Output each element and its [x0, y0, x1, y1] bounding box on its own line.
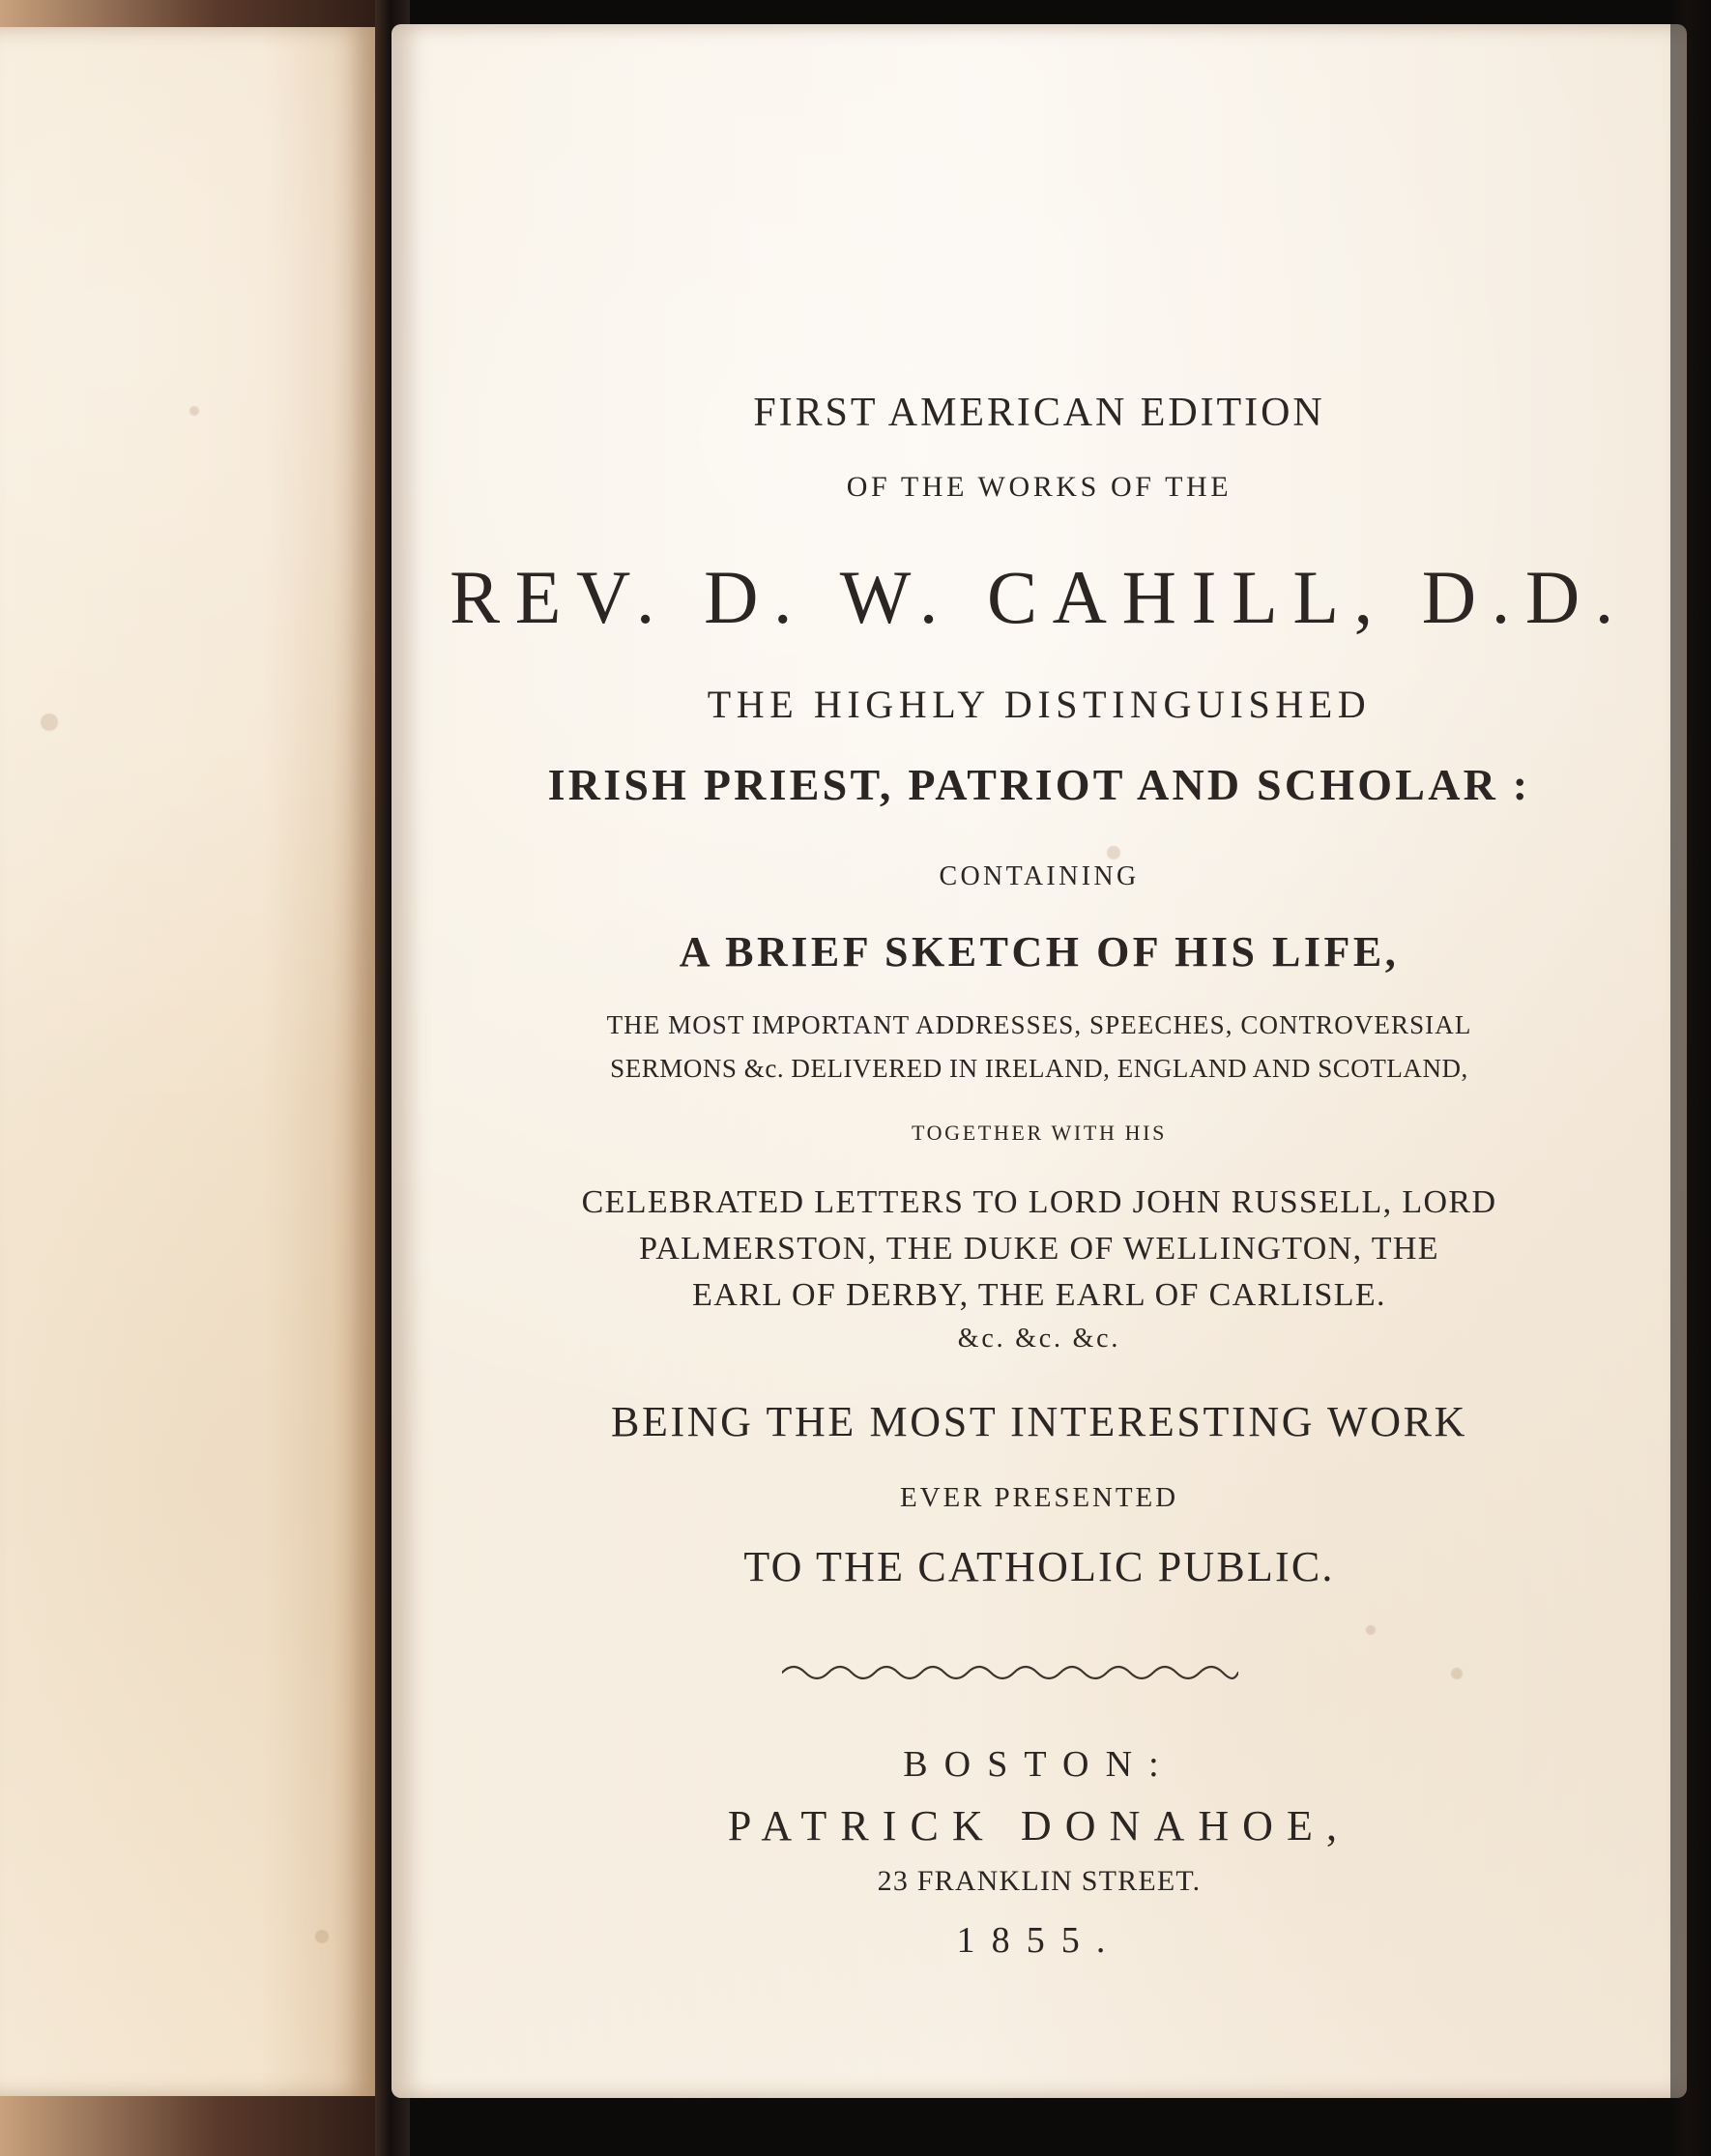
subtitle-line: THE HIGHLY DISTINGUISHED [707, 683, 1372, 726]
edition-line: FIRST AMERICAN EDITION [753, 391, 1325, 435]
subtitle-bold-line: IRISH PRIEST, PATRIOT AND SCHOLAR : [547, 760, 1531, 809]
page-edge-shadow [1670, 0, 1711, 2156]
author-name: REV. D. W. CAHILL, D.D. [450, 555, 1629, 639]
publisher-address: 23 FRANKLIN STREET. [877, 1865, 1202, 1897]
paper-stain [315, 1930, 329, 1943]
sketch-line: A BRIEF SKETCH OF HIS LIFE, [679, 928, 1400, 976]
together-line: TOGETHER WITH HIS [911, 1121, 1168, 1145]
catholic-public-line: TO THE CATHOLIC PUBLIC. [743, 1543, 1335, 1590]
title-block [392, 24, 1687, 2098]
etc-line: &c. &c. &c. [957, 1324, 1121, 1354]
wavy-rule-ornament [782, 1664, 1238, 1681]
title-page [392, 24, 1687, 2098]
letters-line-1: CELEBRATED LETTERS TO LORD JOHN RUSSELL, LORD [581, 1184, 1497, 1220]
contents-line-2: SERMONS &c. DELIVERED IN IRELAND, ENGLAND AND SCOTLAND, [610, 1054, 1468, 1083]
contents-line-1: THE MOST IMPORTANT ADDRESSES, SPEECHES, CONTROVERSIAL [606, 1010, 1472, 1039]
containing-line: CONTAINING [939, 861, 1140, 891]
interesting-work-line: BEING THE MOST INTERESTING WORK [610, 1398, 1468, 1445]
letters-line-2: PALMERSTON, THE DUKE OF WELLINGTON, THE [639, 1231, 1439, 1267]
ever-presented-line: EVER PRESENTED [900, 1482, 1178, 1513]
publisher-name: PATRICK DONAHOE, [727, 1802, 1351, 1850]
publication-year: 1855. [956, 1920, 1122, 1961]
paper-stain [41, 714, 58, 731]
left-page [0, 27, 375, 2096]
paper-stain [189, 406, 199, 416]
letters-line-3: EARL OF DERBY, THE EARL OF CARLISLE. [692, 1277, 1386, 1313]
publisher-city: BOSTON: [903, 1744, 1175, 1785]
works-of-line: OF THE WORKS OF THE [846, 471, 1232, 503]
